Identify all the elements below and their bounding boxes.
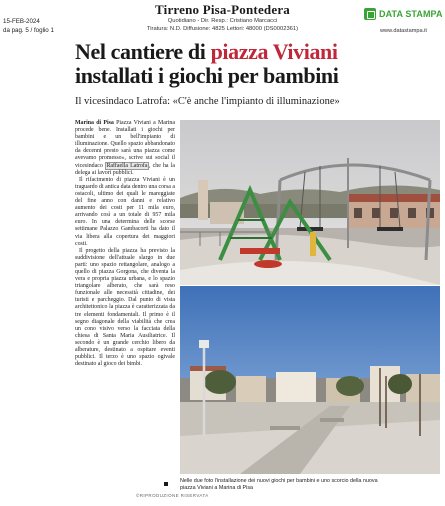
headline-highlight: piazza Viviani <box>210 39 338 64</box>
end-mark <box>164 482 168 486</box>
headline-line1 <box>75 40 338 64</box>
byline: ©RIPRODUZIONE RISERVATA <box>136 493 209 498</box>
clipping-page-ref: da pag. 5 / foglio 1 <box>3 27 54 34</box>
photo-caption: Nelle due foto l'installazione dei nuovi giochi per bambini e uno scorcio della nuova piazza Viviani a Marina di Pisa <box>180 478 378 491</box>
article-headline <box>75 40 338 88</box>
data-stampa-logo-icon <box>364 8 376 20</box>
paragraph-1-text-b: , che ha la delega ai lavori pubblici. <box>75 162 175 176</box>
paragraph-1 <box>75 120 175 177</box>
paragraph-2: Il rifacimento di piazza Viviani è un traguardo di antica data dentro una corsa a ostacoli, ultimo dei quali le mareggiate del fine anno con danni e relativo aumento dei costi per 11 mila euro, arrivando così a un totale di 957 mila euro. In una determina delle scorse settimane Palazzo Gambacorti ha dato il via libera alla copertura dei maggiori costi. <box>75 176 175 247</box>
newspaper-info-line1: Quotidiano - Dir. Resp.: Cristiano Marcacci <box>167 18 278 24</box>
article-subhead: Il vicesindaco Latrofa: «C'è anche l'impianto di illuminazione» <box>75 96 340 107</box>
logo-text: DATA STAMPA <box>379 9 443 19</box>
clipping-date: 15-FEB-2024 <box>3 18 40 25</box>
newspaper-name: Tirreno Pisa-Pontedera <box>155 2 290 17</box>
kicker: Marina di Pisa <box>75 120 114 126</box>
headline-part: Nel cantiere di <box>75 39 211 64</box>
newspaper-info-line2: Tiratura: N.D. Diffusione: 4825 Lettori: 48000 (DS0002361) <box>146 26 299 32</box>
paragraph-1-text-a: Piazza Viviani a Marina procede bene. Installati i giochi per bambini e un bell'impianto di illuminazione. Quello spazio abbandonato da decenni presto sarà una piazza come avevamo promesso», scrive sui social il vicesindaco <box>75 120 175 169</box>
photo-piazza <box>180 286 440 474</box>
data-stampa-logo <box>364 8 443 20</box>
photo-playground <box>180 120 440 285</box>
headline-line2: installati i giochi per bambini <box>75 63 339 88</box>
article-body <box>75 120 175 368</box>
paragraph-3: Il progetto della piazza ha previsto la suddivisione dell'attuale slargo in due parti: uno spazio rettangolare, analogo a quello di piazza Gorgona, che diventa la vera e propria piazza urbana, e lo spazio triangolare alberato, che sarà reso funzionale alle necessità cittadine, dei turisti e parcheggio. Dal punto di vista architettonico la piazza è caratterizzata da tre elementi fondamentali. Il primo è il segno diagonale della viabilità che crea un cono visivo verso la facciata della chiesa di Santa Maria Ausiliatrice. Il secondo è un grande cerchio libero da alberature, destinato a ospitare eventi pubblici. Il terzo è uno spazio ogivale destinato al gioco dei bimbi. <box>75 247 175 368</box>
site-url: www.datastampa.it <box>380 28 427 34</box>
highlighted-name: Raffaella Latrofa <box>106 162 148 169</box>
